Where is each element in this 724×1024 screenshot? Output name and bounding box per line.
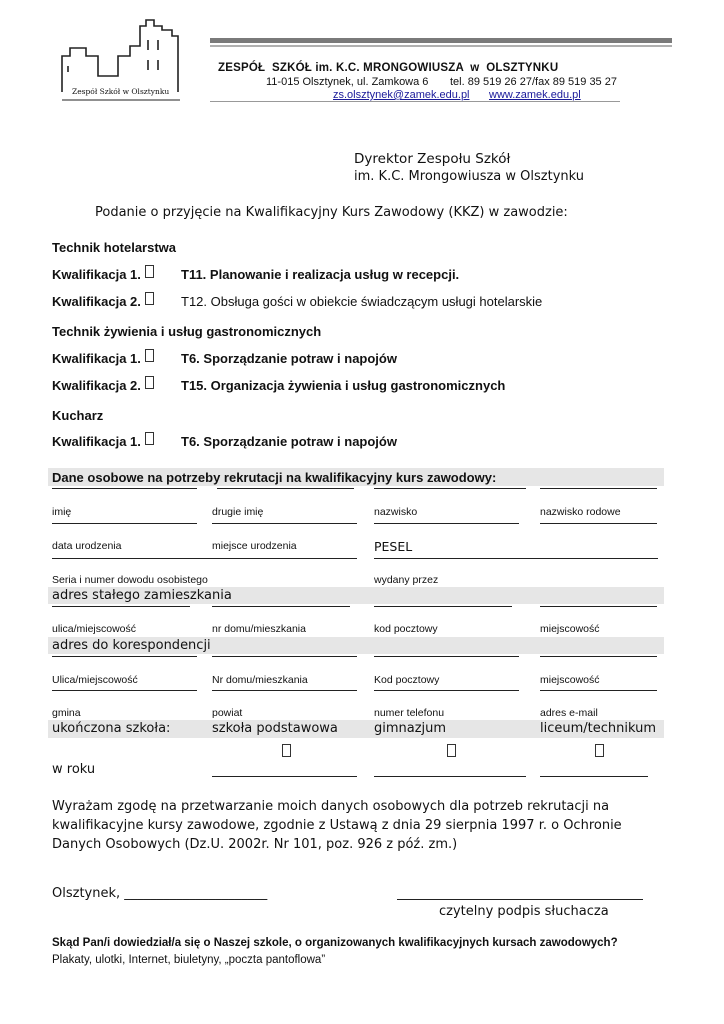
profession-hotel: Technik hotelarstwa: [52, 240, 177, 255]
qualification-label: Kwalifikacja 2.: [52, 294, 141, 309]
field-label: powiat: [212, 707, 243, 719]
addressee-line2: im. K.C. Mrongowiusza w Olsztynku: [354, 169, 584, 184]
field-commune[interactable]: [52, 690, 197, 691]
field-corr-city[interactable]: [540, 656, 657, 657]
checkbox-hotel-q1[interactable]: [145, 265, 154, 278]
school-option-middle: gimnazjum: [374, 721, 447, 736]
header-bar: [210, 38, 672, 43]
personal-data-heading: Dane osobowe na potrzeby rekrutacji na kwalifikacyjny kurs zawodowy:: [52, 470, 497, 485]
field-label: nazwisko rodowe: [540, 506, 621, 518]
field-house-number[interactable]: [212, 606, 350, 607]
field-label: data urodzenia: [52, 540, 122, 552]
survey-answer: Plakaty, ulotki, Internet, biuletyny, „poczta pantoflowa”: [52, 954, 326, 966]
field-label: Ulica/miejscowość: [52, 674, 138, 686]
field-second-name[interactable]: [217, 488, 354, 489]
field-pesel-line2[interactable]: [540, 523, 657, 524]
permanent-address-heading: adres stałego zamieszkania: [52, 588, 232, 603]
field-email[interactable]: [540, 690, 657, 691]
school-website-link[interactable]: www.zamek.edu.pl: [489, 89, 581, 101]
field-label: nr domu/mieszkania: [212, 623, 306, 635]
school-option-primary: szkoła podstawowa: [212, 721, 338, 736]
qualification-title: T12. Obsługa gości w obiekcie świadczącym usługi hotelarskie: [181, 294, 543, 309]
field-label: miejsce urodzenia: [212, 540, 297, 552]
field-city[interactable]: [540, 606, 657, 607]
checkbox-gastro-q2[interactable]: [145, 376, 154, 389]
checkbox-school-middle[interactable]: [447, 744, 456, 757]
school-name: ZESPÓŁ SZKÓŁ im. K.C. MRONGOWIUSZA w OLSZTYNKU: [218, 62, 559, 74]
qualification-label: Kwalifikacja 1.: [52, 434, 141, 449]
qualification-title: T6. Sporządzanie potraw i napojów: [181, 351, 397, 366]
field-label: adres e-mail: [540, 707, 598, 719]
checkbox-school-high[interactable]: [595, 744, 604, 757]
field-birth-date[interactable]: [52, 523, 197, 524]
field-label: miejscowość: [540, 674, 600, 686]
checkbox-cook-q1[interactable]: [145, 432, 154, 445]
field-label: Nr domu/mieszkania: [212, 674, 308, 686]
signature-place: Olsztynek, ______________________: [52, 886, 268, 901]
field-label: kod pocztowy: [374, 623, 438, 635]
survey-question: Skąd Pan/i dowiedział/a się o Naszej szkole, o organizowanych kwalifikacyjnych kursach zawodowych?: [52, 937, 618, 949]
qualification-title: T11. Planowanie i realizacja usług w recepcji.: [181, 267, 460, 282]
school-phone: tel. 89 519 26 27/fax 89 519 35 27: [450, 76, 617, 88]
year-label: w roku: [52, 762, 96, 777]
field-year-high[interactable]: [540, 776, 648, 777]
signature-caption: czytelny podpis słuchacza: [439, 904, 609, 919]
field-maiden-name[interactable]: [540, 488, 657, 489]
field-id-number[interactable]: [52, 558, 357, 559]
field-issued-by[interactable]: [374, 558, 658, 559]
field-surname[interactable]: [374, 488, 526, 489]
checkbox-gastro-q1[interactable]: [145, 349, 154, 362]
field-phone[interactable]: [374, 690, 519, 691]
completed-school-label: ukończona szkoła:: [52, 721, 171, 736]
checkbox-hotel-q2[interactable]: [145, 292, 154, 305]
field-label: nazwisko: [374, 506, 418, 518]
field-birth-place[interactable]: [212, 523, 357, 524]
school-option-high: liceum/technikum: [540, 721, 657, 736]
signature-line[interactable]: [397, 899, 643, 900]
school-address: 11-015 Olsztynek, ul. Zamkowa 6: [266, 76, 429, 88]
header-divider: [210, 101, 620, 102]
pesel-label: PESEL: [374, 539, 413, 554]
field-label: miejscowość: [540, 623, 600, 635]
field-pesel-line1[interactable]: [374, 523, 519, 524]
consent-text: Wyrażam zgodę na przetwarzanie moich danych osobowych dla potrzeb rekrutacji na kwalifikacyjne kursy zawodowe, zgodnie z Ustawą z dnia 29 sierpnia 1997 r. o Ochronie Danych Osobowych (Dz.U. 2002r. Nr 101, poz. 926 z póź. zm.): [52, 799, 622, 852]
application-intro: Podanie o przyjęcie na Kwalifikacyjny Kurs Zawodowy (KKZ) w zawodzie:: [95, 205, 568, 220]
field-year-middle[interactable]: [374, 776, 526, 777]
field-label: Kod pocztowy: [374, 674, 440, 686]
school-email-link[interactable]: zs.olsztynek@zamek.edu.pl: [333, 89, 470, 101]
field-year-primary[interactable]: [212, 776, 357, 777]
profession-gastro: Technik żywienia i usług gastronomicznych: [52, 324, 322, 339]
qualification-title: T15. Organizacja żywienia i usług gastronomicznych: [181, 378, 506, 393]
field-label: ulica/miejscowość: [52, 623, 137, 635]
field-label: gmina: [52, 707, 81, 719]
field-corr-postal-code[interactable]: [374, 656, 519, 657]
logo-caption: Zespół Szkół w Olsztynku: [72, 87, 170, 96]
qualification-label: Kwalifikacja 1.: [52, 267, 141, 282]
field-label: wydany przez: [374, 574, 439, 586]
field-corr-street[interactable]: [52, 656, 197, 657]
field-label: numer telefonu: [374, 707, 445, 719]
field-label: drugie imię: [212, 506, 264, 518]
field-label: imię: [52, 506, 72, 518]
qualification-label: Kwalifikacja 1.: [52, 351, 141, 366]
addressee-line1: Dyrektor Zespołu Szkół: [354, 151, 511, 167]
field-postal-code[interactable]: [374, 606, 512, 607]
qualification-title: T6. Sporządzanie potraw i napojów: [181, 434, 397, 449]
checkbox-school-primary[interactable]: [282, 744, 291, 757]
field-first-name[interactable]: [52, 488, 197, 489]
header-bar-thin: [210, 45, 672, 47]
field-label: Seria i numer dowodu osobistego: [52, 574, 208, 586]
field-street[interactable]: [52, 606, 190, 607]
correspondence-address-heading: adres do korespondencji: [52, 638, 211, 653]
field-corr-house-number[interactable]: [212, 656, 357, 657]
qualification-label: Kwalifikacja 2.: [52, 378, 141, 393]
profession-cook: Kucharz: [52, 408, 104, 423]
field-district[interactable]: [212, 690, 357, 691]
